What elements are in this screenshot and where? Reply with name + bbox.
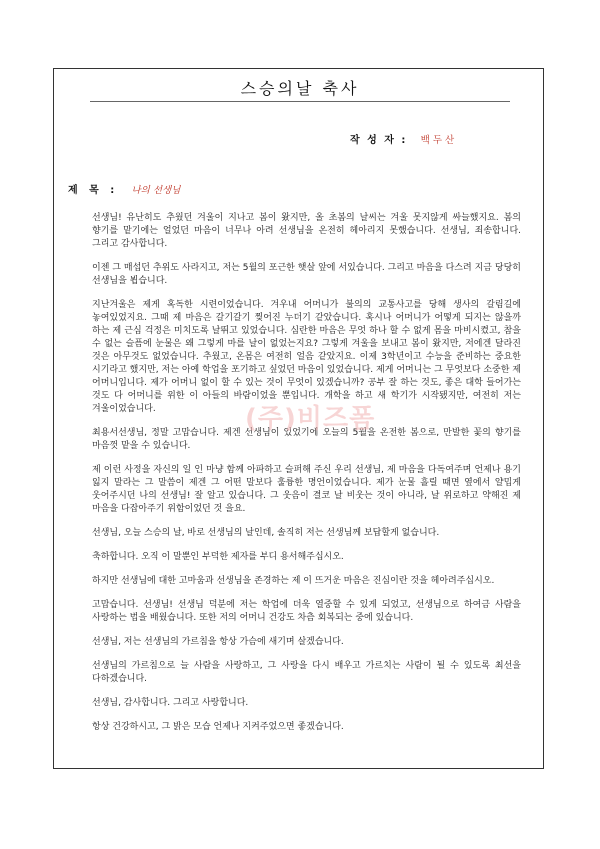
paragraph: 축하합니다. 오직 이 말뿐인 부덕한 제자를 부디 용서해주십시오. (92, 552, 344, 562)
paragraph: 항상 건강하시고, 그 밝은 모습 언제나 지켜주었으면 좋겠습니다. (92, 722, 344, 732)
watermark-logo: (주)비즈폼 (245, 404, 376, 434)
paragraph: 선생님, 오늘 스승의 날, 바로 선생님의 날인데, 솔직히 저는 선생님께 보답할게 없습니다. (92, 528, 440, 538)
subject-label: 제 목 : (68, 185, 119, 196)
paragraph: 선생님의 가르침으로 늘 사람을 사랑하고, 그 사랑을 다시 배우고 가르치는 사람이 될 수 있도록 최선을 다하겠습니다. (92, 661, 521, 684)
letter-body (92, 212, 521, 745)
title-underline (90, 101, 510, 102)
paragraph: 최용서선생님, 정말 고맙습니다. 제겐 선생님이 있었기에 오늘의 5월을 온전한 봄으로, 만발한 꽃의 향기를 마음껏 맡을 수 있습니다. (92, 428, 521, 451)
author-name: 백 두 산 (420, 135, 455, 146)
author-label: 작 성 자 : (350, 135, 408, 146)
paragraph: 선생님! 유난히도 추웠던 겨울이 지나고 봄이 왔지만, 올 초봄의 날씨는 겨울 못지않게 싸늘했지요. 봄의 향기를 맡기에는 얼었던 마음이 너무나 아려 선생님을 온전히 헤아리지 못했습니다. 선생님, 죄송합니다. 그리고 감사합니다. (92, 213, 521, 249)
author-row (350, 131, 454, 146)
subject-text: 나의 선생님 (131, 185, 181, 196)
subject-row (68, 181, 180, 196)
paragraph: 선생님, 감사합니다. 그리고 사랑합니다. (92, 698, 249, 708)
paragraph: 제 이런 사정을 자신의 일 인 마냥 함께 아파하고 슬퍼해 주신 우리 선생님, 제 마음을 다독여주며 언제나 용기 잃지 말라는 그 말씀이 제겐 그 어떤 말보다 훌륭한 명언이었습니다. 제가 눈물 흘릴 때면 옆에서 얄밉게 웃어주시던 나의 선생님! 잘 알고 있습니다. 그 웃음이 결코 날 비웃는 것이 아니라, 날 위로하고 약해진 제 마음을 다잡아주기 위함이었던 것 을요. (92, 465, 521, 514)
paragraph: 고맙습니다. 선생님! 선생님 덕분에 저는 학업에 더욱 열중할 수 있게 되었고, 선생님으로 하여금 사람을 사랑하는 법을 배웠습니다. 또한 저의 어머니 건강도 차츰 회복되는 중에 있습니다. (92, 600, 521, 623)
document-title: 스승의날 축사 (240, 79, 360, 98)
paragraph: 이젠 그 매섭던 추위도 사라지고, 저는 5월의 포근한 햇살 앞에 서있습니다. 그리고 마음을 다스려 지금 당당히 선생님을 뵙습니다. (92, 263, 521, 286)
paragraph: 선생님, 저는 선생님의 가르침을 항상 가슴에 새기며 살겠습니다. (92, 637, 344, 647)
paragraph: 하지만 선생님에 대한 고마움과 선생님을 존경하는 제 이 뜨거운 마음은 진심이란 것을 헤아려주십시오. (92, 576, 495, 586)
paragraph: 지난겨울은 제게 혹독한 시련이었습니다. 겨우내 어머니가 불의의 교통사고를 당해 생사의 갈림길에 놓여있었지요. 그때 제 마음은 갈기갈기 찢어진 누더기 같았습니다. 혹시나 어머니가 어떻게 되지는 않을까 하는 제 근심 걱정은 미치도록 날뛰고 있었습니다. 심란한 마음은 무엇 하나 할 수 없게 몸을 마비시켰고, 참을 수 없는 슬픔에 눈물은 왜 그렇게 마를 날이 없었는지요? 그렇게 겨울을 보내고 봄이 왔지만, 저에겐 달라진 것은 아무것도 없었습니다. 추웠고, 온몸은 여전히 얼음 같았지요. 이제 3학년이고 수능을 준비하는 중요한 시기라고 했지만, 저는 아예 학업을 포기하고 싶었던 마음이 있었습니다. 제게 어머니는 그 무엇보다 소중한 제 어머니입니다. 제가 어머니 없이 할 수 있는 것이 무엇이 있겠습니까? 공부 잘 하는 것도, 좋은 대학 들어가는 것도 다 어머니를 위한 이 아들의 바람이었을 뿐입니다. 개학을 하고 새 학기가 시작됐지만, 여전히 저는 겨울이었습니다. (92, 300, 521, 414)
